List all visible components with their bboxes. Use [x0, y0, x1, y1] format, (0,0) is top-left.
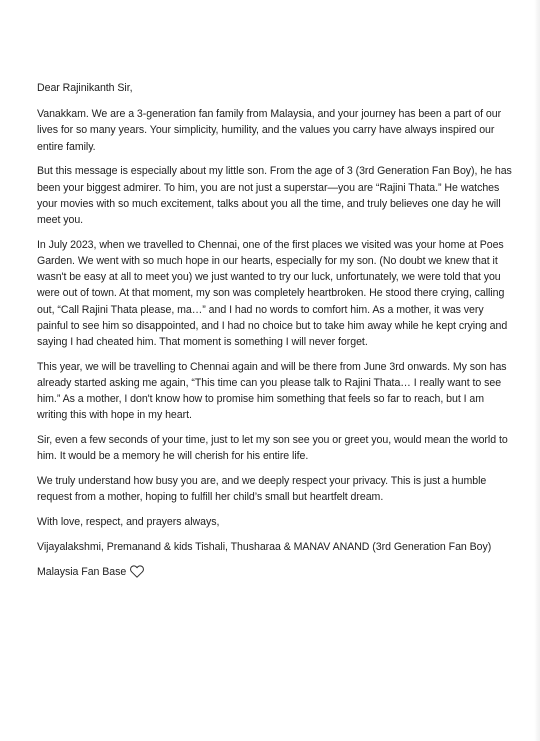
paragraph-intro: Vanakkam. We are a 3-generation fan family from Malaysia, and your journey has been a part of our lives for so many years. Your simplicity, humility, and the values you carry have always inspired our entire family.: [37, 108, 502, 153]
paragraph-2023-visit: In July 2023, when we travelled to Chennai, one of the first places we visited was your home at Poes Garden. We went with so much hope in our hearts, especially for my son. (No doubt we knew that it wasn't be easy at all to meet you) we just wanted to try our luck, unfortunately, we were told that you were out of town. At that moment, my son was completely heartbroken. He stood there crying, calling out, “Call Rajini Thata please, ma…” and I had no words to comfort him. As a mother, it was very painful to see him so disappointed, and I had no choice but to take him away while he kept crying and saying I had cheated him. That moment is something I will never forget.: [37, 238, 508, 349]
paragraph-request: Sir, even a few seconds of your time, just to let my son see you or greet you, would mean the world to him. It would be a memory he will cherish for his entire life.: [37, 434, 508, 463]
letter-greeting: Dear Rajinikanth Sir,: [37, 82, 133, 94]
paragraph-respect: We truly understand how busy you are, and we deeply respect your privacy. This is just a humble request from a mother, hoping to fulfill her child’s small but heartfelt dream.: [37, 475, 487, 504]
signoff-line: [37, 564, 517, 580]
paragraph-signatures: Vijayalakshmi, Premanand & kids Tishali, Thusharaa & MANAV ANAND (3rd Generation Fan Boy): [37, 541, 492, 554]
paragraph-closing: With love, respect, and prayers always,: [37, 516, 220, 529]
page-edge-shadow: [534, 0, 540, 741]
paragraph-son: But this message is especially about my little son. From the age of 3 (3rd Generation Fan Boy), he has been your biggest admirer. To him, you are not just a superstar—you are “Rajini Thata.” He watches your movies with so much excitement, talks about you all the time, and truly believes one day he will meet you.: [37, 165, 512, 227]
letter-body: [37, 80, 517, 589]
heart-outline-icon: [130, 565, 144, 578]
signoff-text: Malaysia Fan Base: [37, 565, 127, 578]
paragraph-this-year: This year, we will be travelling to Chennai again and will be there from June 3rd onwards. My son has already started asking me again, “This time can you please talk to Rajini Thata… I really want to see him.” As a mother, I don't know how to promise him something that feels so far to reach, but I am writing this with hope in my heart.: [37, 360, 507, 422]
